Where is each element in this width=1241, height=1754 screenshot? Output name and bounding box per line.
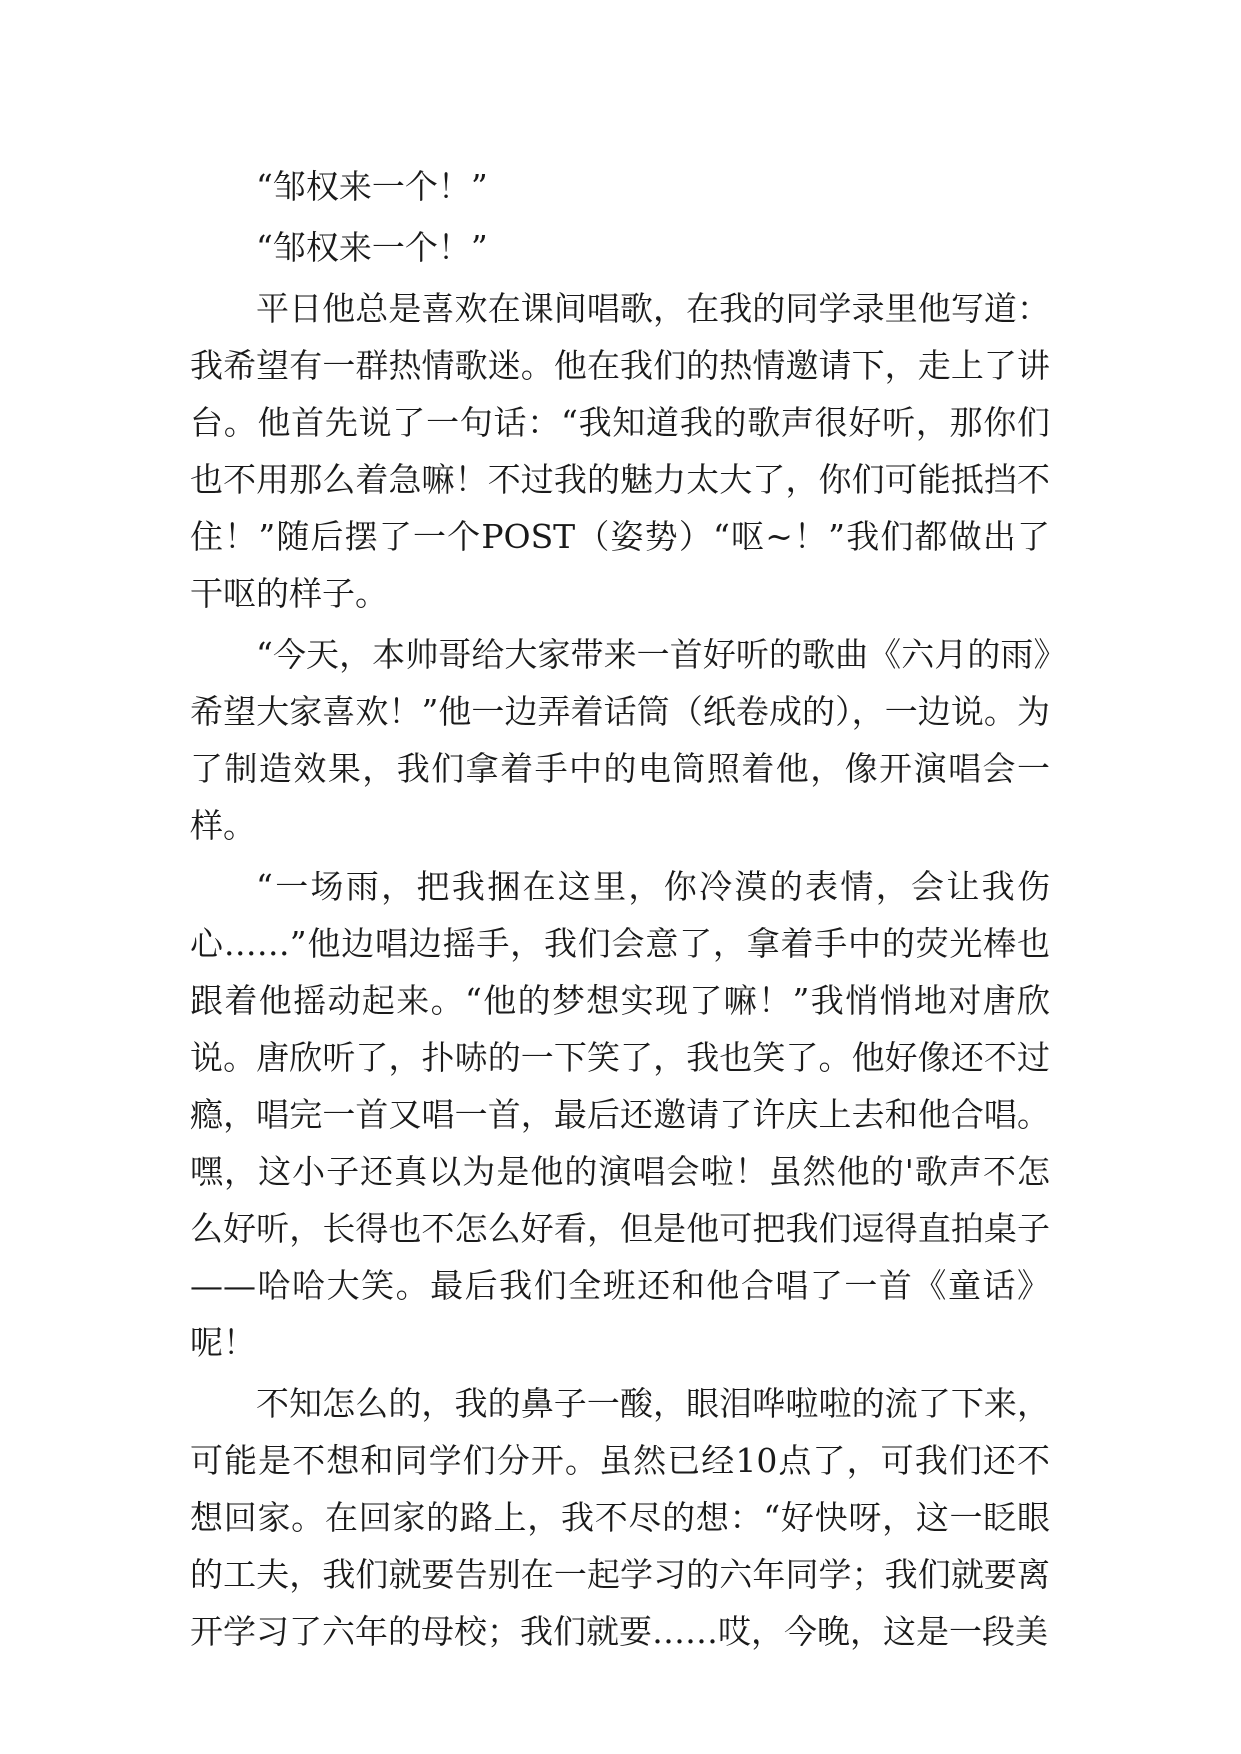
paragraph-5: “一场雨，把我捆在这里，你冷漠的表情，会让我伤心……”他边唱边摇手，我们会意了，拿着手中的荧光棒也跟着他摇动起来。“他的梦想实现了嘛！”我悄悄地对唐欣说。唐欣听了，扑哧的一下笑了，我也笑了。他好像还不过瘾，唱完一首又唱一首，最后还邀请了许庆上去和他合唱。嘿，这小子还真以为是他的演唱会啦！虽然他的'歌声不怎么好听，长得也不怎么好看，但是他可把我们逗得直拍桌子——哈哈大笑。最后我们全班还和他合唱了一首《童话》呢！ (190, 867, 1050, 1362)
document-body (190, 158, 1050, 1660)
paragraph-3: 平日他总是喜欢在课间唱歌，在我的同学录里他写道：我希望有一群热情歌迷。他在我们的热情邀请下，走上了讲台。他首先说了一句话：“我知道我的歌声很好听，那你们也不用那么着急嘛！不过我的魅力太大了，你们可能抵挡不住！”随后摆了一个POST（姿势）“呕~！”我们都做出了干呕的样子。 (190, 289, 1050, 613)
paragraph-4: “今天，本帅哥给大家带来一首好听的歌曲《六月的雨》希望大家喜欢！”他一边弄着话筒（纸卷成的），一边说。为了制造效果，我们拿着手中的电筒照着他，像开演唱会一样。 (190, 635, 1050, 845)
paragraph-1: “邹权来一个！” (256, 167, 488, 206)
paragraph-2: “邹权来一个！” (256, 228, 488, 267)
paragraph-6: 不知怎么的，我的鼻子一酸，眼泪哗啦啦的流了下来，可能是不想和同学们分开。虽然已经10点了，可我们还不想回家。在回家的路上，我不尽的想：“好快呀，这一眨眼的工夫，我们就要告别在一起学习的六年同学；我们就要离开学习了六年的母校；我们就要……哎，今晚，这是一段美 (190, 1384, 1050, 1651)
